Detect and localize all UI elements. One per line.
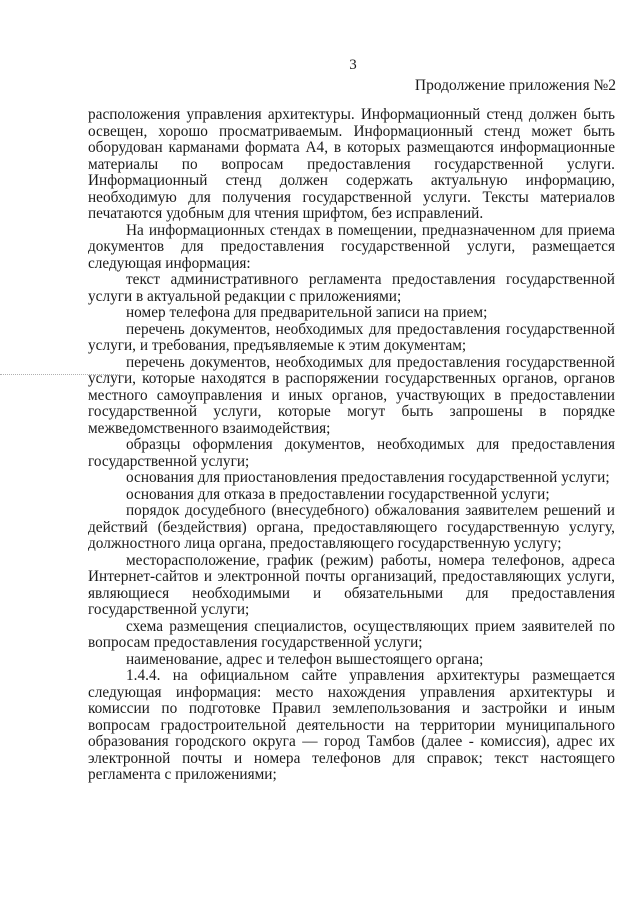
document-body xyxy=(88,107,615,784)
page-number: 3 xyxy=(349,57,357,73)
list-item-superior-body: наименование, адрес и телефон вышестоящего органа; xyxy=(126,650,484,668)
list-item-phone: номер телефона для предварительной записи на прием; xyxy=(126,304,488,321)
paragraph-stands-list-intro: На информационных стендах в помещении, предназначенном для приема документов для предоставления государственной услуги, размещается следующая информация: xyxy=(88,221,615,272)
list-item-refusal-grounds: основания для отказа в предоставлении государственной услуги; xyxy=(126,485,550,503)
list-item-regulation-text: текст административного регламента предоставления государственной услуги в актуальной редакции с приложениями; xyxy=(88,271,615,305)
paragraph-1-4-4: 1.4.4. на официальном сайте управления архитектуры размещается следующая информация: место нахождения управления архитектуры и комиссии по подготовке Правил землепользования и застройки и иным вопросам градостроительной деятельности на территории муниципального образования городского округа — город Тамбов (далее - комиссия), адрес их электронной почты и номера телефонов для справок; текст настоящего регламента с приложениями; xyxy=(88,667,615,783)
paragraph-stand-info: расположения управления архитектуры. Информационный стенд должен быть освещен, хорошо просматриваемым. Информационный стенд может быть оборудован карманами формата А4, в которых размещаются информационные материалы по вопросам предоставления государственной услуги. Информационный стенд должен содержать актуальную информацию, необходимую для получения государственной услуги. Тексты материалов печатаются удобным для чтения шрифтом, без исправлений. xyxy=(88,106,615,222)
list-item-organizations-contacts: месторасположение, график (режим) работы, номера телефонов, адреса Интернет-сайтов и электронной почты организаций, предоставляющих услуги, являющиеся необходимыми и обязательными для предоставления государственной услуги; xyxy=(88,551,615,618)
list-item-specialists-scheme: схема размещения специалистов, осуществляющих прием заявителей по вопросам предоставления государственной услуги; xyxy=(88,617,615,651)
list-item-document-samples: образцы оформления документов, необходимых для предоставления государственной услуги; xyxy=(88,436,615,470)
list-item-suspension-grounds: основания для приостановления предоставления государственной услуги; xyxy=(126,469,610,486)
list-item-appeal-procedure: порядок досудебного (внесудебного) обжалования заявителем решений и действий (бездействия) органа, предоставляющего государственную услугу, должностного лица органа, предоставляющего государственную услугу; xyxy=(88,502,615,552)
continuation-heading: Продолжение приложения №2 xyxy=(414,77,616,94)
list-item-documents: перечень документов, необходимых для предоставления государственной услуги, и требования, предъявляемые к этим документам; xyxy=(88,320,615,354)
list-item-documents-in-agencies: перечень документов, необходимых для предоставления государственной услуги, которые находятся в распоряжении государственных органов, органов местного самоуправления и иных органов, участвующих в предоставлении государственной услуги, которые могут быть запрошены в порядке межведомственного взаимодействия; xyxy=(88,353,615,437)
